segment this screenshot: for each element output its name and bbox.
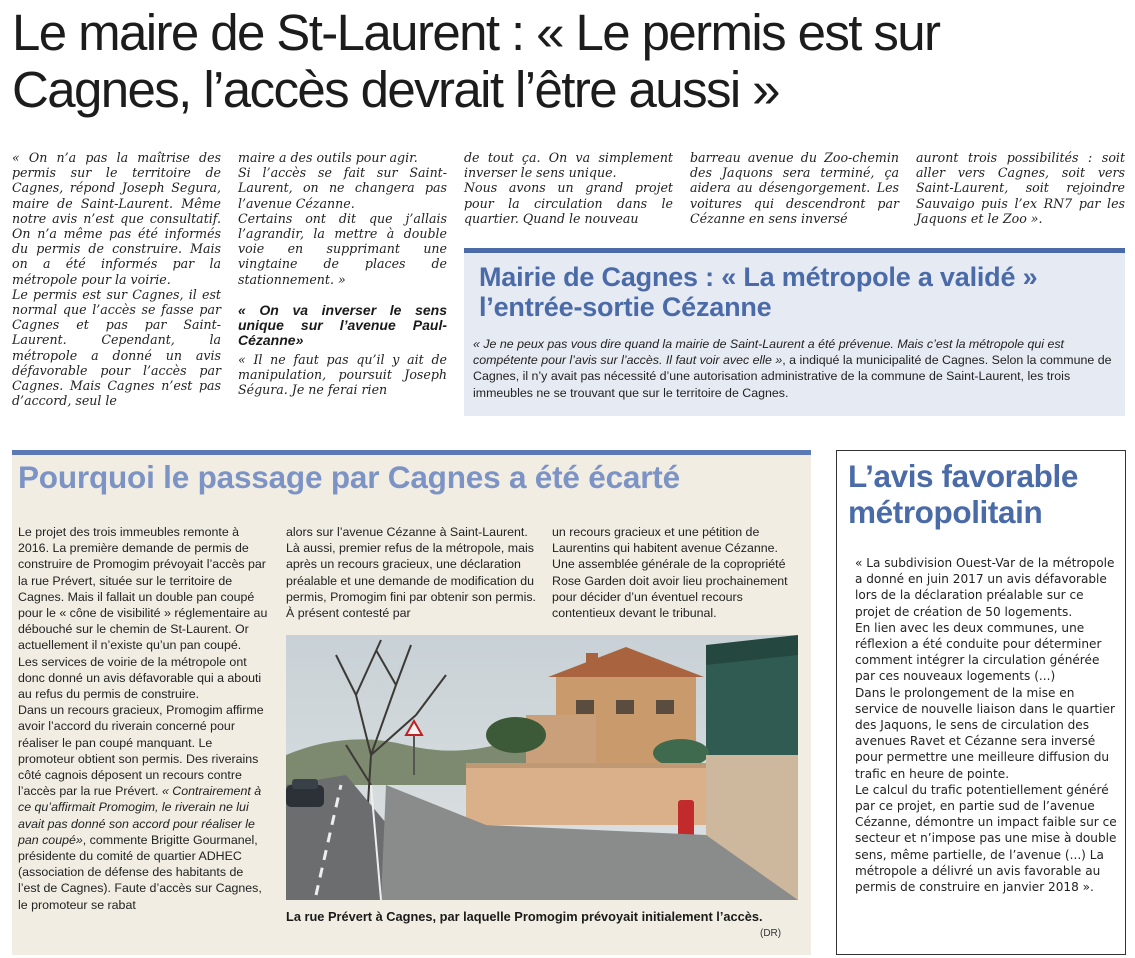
pourquoi-column-3 bbox=[552, 524, 800, 621]
avis-paragraph: En lien avec les deux communes, une réflexion a été conduite pour déterminer comment intégrer la circulation générée par ces nouveaux logements (...) bbox=[855, 620, 1102, 684]
pourquoi-column-1 bbox=[18, 524, 268, 913]
article-paragraph: auront trois possibilités : soit aller vers Cagnes, soit vers Saint-Laurent, soit rejoindre Sauvaigo puis l’ex RN7 par les Jaquons et le Zoo ». bbox=[916, 150, 1125, 226]
pourquoi-paragraph: un recours gracieux et une pétition de Laurentins qui habitent avenue Cézanne. Une assemblée générale de la copropriété Rose Garden doit avoir lieu prochainement pour décider d’un éventuel recours contentieux devant le tribunal. bbox=[552, 525, 788, 621]
avis-paragraph: Dans le prolongement de la mise en service de nouvelle liaison dans le quartier des Jaquons, le sens de circulation des avenues Ravet et Cézanne sera inversé pour permettre une meilleure diffusion du trafic en heure de pointe. bbox=[855, 685, 1115, 781]
avis-box-title: L’avis favorable métropolitain bbox=[848, 458, 1078, 530]
article-paragraph: Certains ont dit que j’allais l’agrandir, la mettre à double voie en supprimant une vingtaine de places de stationnement. » bbox=[238, 210, 447, 287]
article-paragraph: « Il ne faut pas qu’il y ait de manipulation, poursuit Joseph Ségura. Je ne ferai rien bbox=[238, 351, 447, 398]
headline: Le maire de St-Laurent : « Le permis est sur Cagnes, l’accès devrait l’être aussi » bbox=[12, 4, 940, 118]
pourquoi-box-title: Pourquoi le passage par Cagnes a été écarté bbox=[18, 459, 680, 495]
article-subhead: « On va inverser le sens unique sur l’avenue Paul-Cézanne» bbox=[238, 301, 447, 348]
article-column-3 bbox=[464, 150, 673, 226]
article-paragraph: Nous avons un grand projet pour la circulation dans le quartier. Quand le nouveau bbox=[464, 180, 673, 226]
article-paragraph: « On n’a pas la maîtrise des permis sur le territoire de Cagnes, répond Joseph Segura, maire de Saint-Laurent. Même notre avis n’est que consultatif. On n’a même pas été informés du permis de construire. Mais on a été informés par la métropole pour la voirie. bbox=[12, 150, 221, 287]
avis-box-text bbox=[855, 555, 1117, 895]
avis-paragraph: Le calcul du trafic potentiellement généré par ce projet, en partie sud de l’avenue Cézanne, démontre un impact faible sur ce secteur et n’impose pas une mise à double sens, même partielle, de l’avenue (...) La métropole a délivré un avis favorable au permis de construire en janvier 2018 ». bbox=[855, 782, 1117, 895]
article-column-5 bbox=[916, 150, 1125, 226]
mairie-box-text bbox=[473, 336, 1113, 401]
pourquoi-paragraph bbox=[18, 702, 268, 913]
article-column-2 bbox=[238, 150, 447, 397]
article-column-4 bbox=[690, 150, 899, 226]
article-paragraph: de tout ça. On va simplement inverser le sens unique. bbox=[464, 150, 673, 181]
street-photo-image bbox=[286, 635, 798, 900]
photo-caption: La rue Prévert à Cagnes, par laquelle Promogim prévoyait initialement l’accès. bbox=[286, 909, 763, 924]
article-paragraph: Si l’accès se fait sur Saint-Laurent, on ne changera pas l’avenue Cézanne. bbox=[238, 165, 447, 211]
avis-paragraph: « La subdivision Ouest-Var de la métropole a donné en juin 2017 un avis défavorable lors de la déclaration préalable sur ce projet de création de 50 logements. bbox=[855, 556, 1115, 619]
pourquoi-quote: « Contrairement à ce qu’affirmait Promogim, le riverain ne lui avait pas donné son accord pour réaliser le pan coupé» bbox=[18, 784, 262, 847]
pourquoi-text: Dans un recours gracieux, Promogim affirme avoir l’accord du riverain concerné pour réaliser le pan coupé manquant. Le promoteur obtient son permis. Des riverains côté cagnois déposent un recours contre l’accès par la rue Prévert. bbox=[18, 703, 264, 799]
photo-credit: (DR) bbox=[760, 928, 782, 939]
pourquoi-paragraph: Le projet des trois immeubles remonte à 2016. La première demande de permis de construire de Promogim prévoyait l’accès par la rue Prévert, située sur le territoire de Cagnes. Mais il fallait un double pan coupé pour le « cône de visibilité » réglementaire au débouché sur le chemin de St-Laurent. Or actuellement il n’existe qu’un pan coupé. bbox=[18, 525, 268, 653]
pourquoi-paragraph: Les services de voirie de la métropole ont donc donné un avis défavorable qui a abouti au refus du permis de construire. bbox=[18, 654, 262, 702]
mairie-box-title: Mairie de Cagnes : « La métropole a validé » l’entrée-sortie Cézanne bbox=[479, 262, 1038, 322]
article-paragraph: Le permis est sur Cagnes, il est normal que l’accès se fasse par Cagnes et pas par Saint-Laurent. Cependant, la métropole a donné un avis défavorable pour l’accès par Cagnes. Mais Cagnes n’est pas d’accord, seul le bbox=[12, 286, 221, 409]
mairie-quote: « Je ne peux pas vous dire quand la mairie de Saint-Laurent a été prévenue. Mais c’est la métropole qui est compétente pour l’avis sur l’accès. Il faut voir avec elle » bbox=[473, 337, 1064, 368]
pourquoi-paragraph: alors sur l’avenue Cézanne à Saint-Laurent. Là aussi, premier refus de la métropole, mais après un recours gracieux, une déclaration préalable et une demande de modification du permis, Promogim fini par obtenir son permis. À présent contesté par bbox=[286, 525, 536, 621]
article-paragraph: maire a des outils pour agir. bbox=[238, 150, 418, 165]
mairie-text-rest: , a indiqué la municipalité de Cagnes. Selon la commune de Cagnes, il n’y avait pas nécessité d’une autorisation administrative de la commune de Saint-Laurent, les trois immeubles ne se trouvant que sur le territoire de Cagnes. bbox=[473, 353, 1112, 400]
article-paragraph: barreau avenue du Zoo-chemin des Jaquons sera terminé, ça aidera au désengorgement. Les voitures qui descendront par Cézanne en sens inversé bbox=[690, 150, 899, 226]
pourquoi-column-2 bbox=[286, 524, 536, 621]
street-photo bbox=[286, 635, 798, 900]
pourquoi-text: , commente Brigitte Gourmanel, présidente du comité de quartier ADHEC (association de défense des habitants de l’est de Cagnes). Faute d’accès sur Cagnes, le promoteur se rabat bbox=[18, 832, 262, 912]
article-column-1 bbox=[12, 150, 221, 408]
